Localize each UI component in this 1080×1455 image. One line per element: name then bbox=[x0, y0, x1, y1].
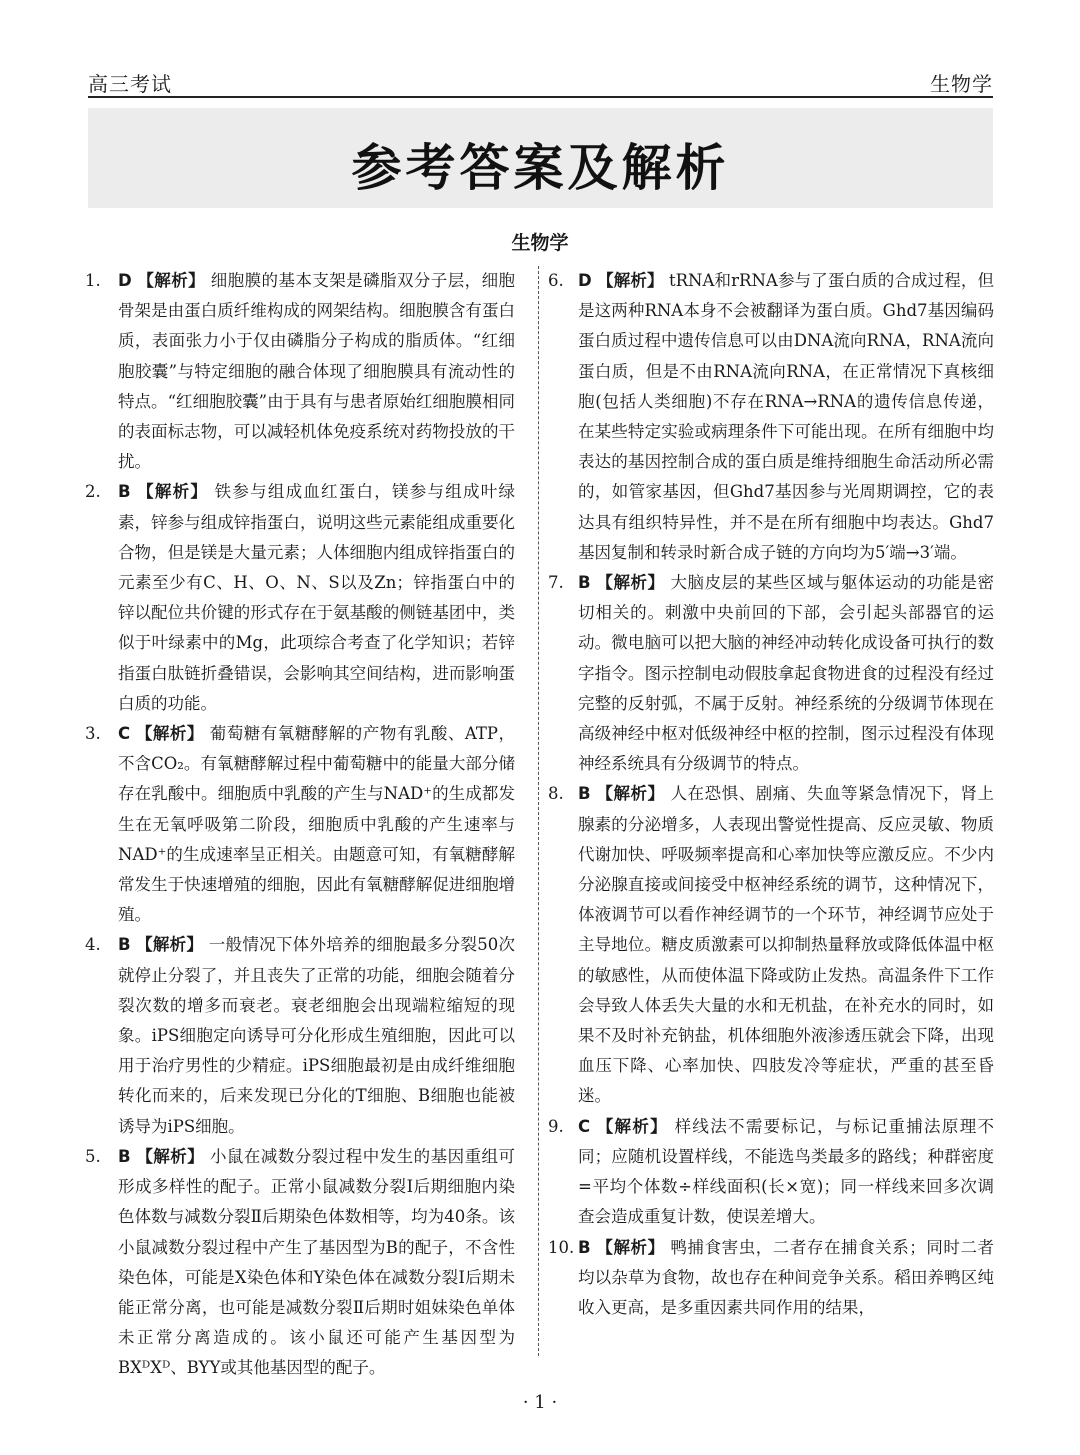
answer-text: 一般情况下体外培养的细胞最多分裂50次就停止分裂了，并且丧失了正常的功能，细胞会随着分裂次数的增多而衰老。衰老细胞会出现端粒缩短的现象。iPS细胞定向诱导可分化形成生殖细胞，因此可以用于治疗男性的少精症。iPS细胞最初是由成纤维细胞转化而来的，后来发现已分化的T细胞、B细胞也能被诱导为iPS细胞。 bbox=[118, 935, 516, 1136]
page-title: 参考答案及解析 bbox=[351, 139, 730, 197]
answer-letter: B bbox=[578, 1237, 591, 1257]
answer-letter: D bbox=[578, 271, 592, 290]
answer-text: 人在恐惧、剧痛、失血等紧急情况下，肾上腺素的分泌增多，人表现出警觉性提高、反应灵敏、物质代谢加快、呼吸频率提高和心率加快等应激反应。不少内分泌腺直接或间接受中枢神经系统的调节，这种情况下，体液调节可以看作神经调节的一个环节，神经调节应处于主导地位。糖皮质激素可以抑制热量释放或降低体温中枢的敏感性，从而使体温下降或防止发热。高温条件下工作会导致人体丢失大量的水和无机盐，在补充水的同时，如果不及时补充钠盐，机体细胞外液渗透压就会下降，出现血压下降、心率加快、四肢发冷等症状，严重的甚至昏迷。 bbox=[578, 784, 995, 1106]
answer-letter: B bbox=[578, 784, 591, 804]
page-header bbox=[88, 66, 993, 98]
answer-item bbox=[85, 930, 515, 1141]
answer-item bbox=[548, 1112, 994, 1233]
answer-item bbox=[85, 266, 515, 477]
answer-item bbox=[548, 266, 994, 568]
analysis-tag: 【解析】 bbox=[136, 935, 204, 955]
right-column bbox=[548, 266, 994, 1323]
answer-number: 7. bbox=[548, 573, 564, 593]
answer-item bbox=[85, 1142, 515, 1384]
answer-letter: D bbox=[118, 271, 132, 290]
answer-item bbox=[548, 568, 994, 779]
answer-letter: B bbox=[118, 1146, 131, 1166]
answer-text: 小鼠在减数分裂过程中发生的基因重组可形成多样性的配子。正常小鼠减数分裂Ⅰ后期细胞内染色体数与减数分裂Ⅱ后期染色体数相等，均为40条。该小鼠减数分裂过程中产生了基因型为B的配子，不含性染色体，可能是X染色体和Y染色体在减数分裂Ⅰ后期未能正常分离，也可能是减数分裂Ⅱ后期时姐妹染色单体未正常分离造成的。该小鼠还可能产生基因型为BXᴰXᴰ、BYY或其他基因型的配子。 bbox=[118, 1146, 516, 1378]
answer-item bbox=[85, 719, 515, 930]
analysis-tag: 【解析】 bbox=[597, 271, 664, 290]
answer-item bbox=[85, 477, 515, 719]
answer-number: 8. bbox=[548, 784, 564, 804]
answer-number: 2. bbox=[85, 482, 101, 502]
answer-number: 1. bbox=[85, 271, 101, 290]
subject-label: 生物学 bbox=[930, 72, 993, 96]
answer-number: 3. bbox=[85, 724, 101, 744]
answer-text: 细胞膜的基本支架是磷脂双分子层，细胞骨架是由蛋白质纤维构成的网架结构。细胞膜含有蛋白质，表面张力小于仅由磷脂分子构成的脂质体。“红细胞胶囊”与特定细胞的融合体现了细胞膜具有流动性的特点。“红细胞胶囊”由于具有与患者原始红细胞膜相同的表面标志物，可以减轻机体免疫系统对药物投放的干扰。 bbox=[118, 271, 516, 472]
answer-letter: C bbox=[118, 724, 131, 744]
answer-letter: B bbox=[118, 935, 131, 955]
answer-text: 鸭捕食害虫，二者存在捕食关系；同时二者均以杂草为食物，故也存在种间竞争关系。稻田养鸭区纯收入更高，是多重因素共同作用的结果， bbox=[578, 1237, 995, 1317]
answer-letter: B bbox=[118, 482, 131, 502]
subject-heading: 生物学 bbox=[511, 232, 569, 254]
analysis-tag: 【解析】 bbox=[596, 1237, 665, 1257]
answer-number: 4. bbox=[85, 935, 101, 955]
title-banner bbox=[88, 108, 993, 208]
analysis-tag: 【解析】 bbox=[596, 784, 665, 804]
analysis-tag: 【解析】 bbox=[136, 1146, 205, 1166]
exam-label: 高三考试 bbox=[88, 72, 172, 96]
analysis-tag: 【解析】 bbox=[596, 1116, 668, 1136]
left-column bbox=[85, 266, 515, 1384]
analysis-tag: 【解析】 bbox=[135, 724, 204, 744]
page-number: · 1 · bbox=[522, 1392, 558, 1413]
answer-text: 大脑皮层的某些区域与躯体运动的功能是密切相关的。刺激中央前回的下部，会引起头部器官的运动。微电脑可以把大脑的神经冲动转化成设备可执行的数字指令。图示控制电动假肢拿起食物进食的过程没有经过完整的反射弧，不属于反射。神经系统的分级调节体现在高级神经中枢对低级神经中枢的控制，图示过程没有体现神经系统具有分级调节的特点。 bbox=[578, 573, 995, 774]
analysis-tag: 【解析】 bbox=[596, 573, 665, 593]
answer-number: 10. bbox=[548, 1237, 575, 1257]
answer-letter: B bbox=[578, 573, 591, 593]
answer-text: 铁参与组成血红蛋白，镁参与组成叶绿素，锌参与组成锌指蛋白，说明这些元素能组成重要化合物，但是镁是大量元素；人体细胞内组成锌指蛋白的元素至少有C、H、O、N、S以及Zn；锌指蛋白中的锌以配位共价键的形式存在于氨基酸的侧链基团中，类似于叶绿素中的Mg，此项综合考查了化学知识；若锌指蛋白肽链折叠错误，会影响其空间结构，进而影响蛋白质的功能。 bbox=[118, 482, 516, 713]
column-divider bbox=[538, 266, 539, 1356]
answer-number: 5. bbox=[85, 1146, 101, 1166]
answer-number: 9. bbox=[548, 1116, 564, 1136]
answer-text: 葡萄糖有氧糖酵解的产物有乳酸、ATP，不含CO₂。有氧糖酵解过程中葡萄糖中的能量大部分储存在乳酸中。细胞质中乳酸的产生与NAD⁺的生成都发生在无氧呼吸第二阶段，细胞质中乳酸的产生速率与NAD⁺的生成速率呈正相关。由题意可知，有氧糖酵解常发生于快速增殖的细胞，因此有氧糖酵解促进细胞增殖。 bbox=[118, 724, 516, 925]
analysis-tag: 【解析】 bbox=[137, 271, 206, 290]
answer-item bbox=[548, 779, 994, 1111]
answer-letter: C bbox=[578, 1116, 591, 1136]
answer-text: 样线法不需要标记，与标记重捕法原理不同；应随机设置样线，不能选鸟类最多的路线；种群密度=平均个体数÷样线面积(长×宽)；同一样线来回多次调查会造成重复计数，使误差增大。 bbox=[578, 1116, 995, 1227]
answer-text: tRNA和rRNA参与了蛋白质的合成过程，但是这两种RNA本身不会被翻译为蛋白质。Ghd7基因编码蛋白质过程中遗传信息可以由DNA流向RNA，RNA流向蛋白质，但是不由RNA流向RNA，在正常情况下真核细胞(包括人类细胞)不存在RNA→RNA的遗传信息传递，在某些特定实验或病理条件下可能出现。在所有细胞中均表达的基因控制合成的蛋白质是维持细胞生命活动所必需的，如管家基因，但Ghd7基因参与光周期调控，它的表达具有组织特异性，并不是在所有细胞中均表达。Ghd7基因复制和转录时新合成子链的方向均为5′端→3′端。 bbox=[578, 271, 994, 562]
answer-number: 6. bbox=[548, 271, 564, 290]
answer-item bbox=[548, 1233, 994, 1324]
analysis-tag: 【解析】 bbox=[137, 482, 209, 502]
